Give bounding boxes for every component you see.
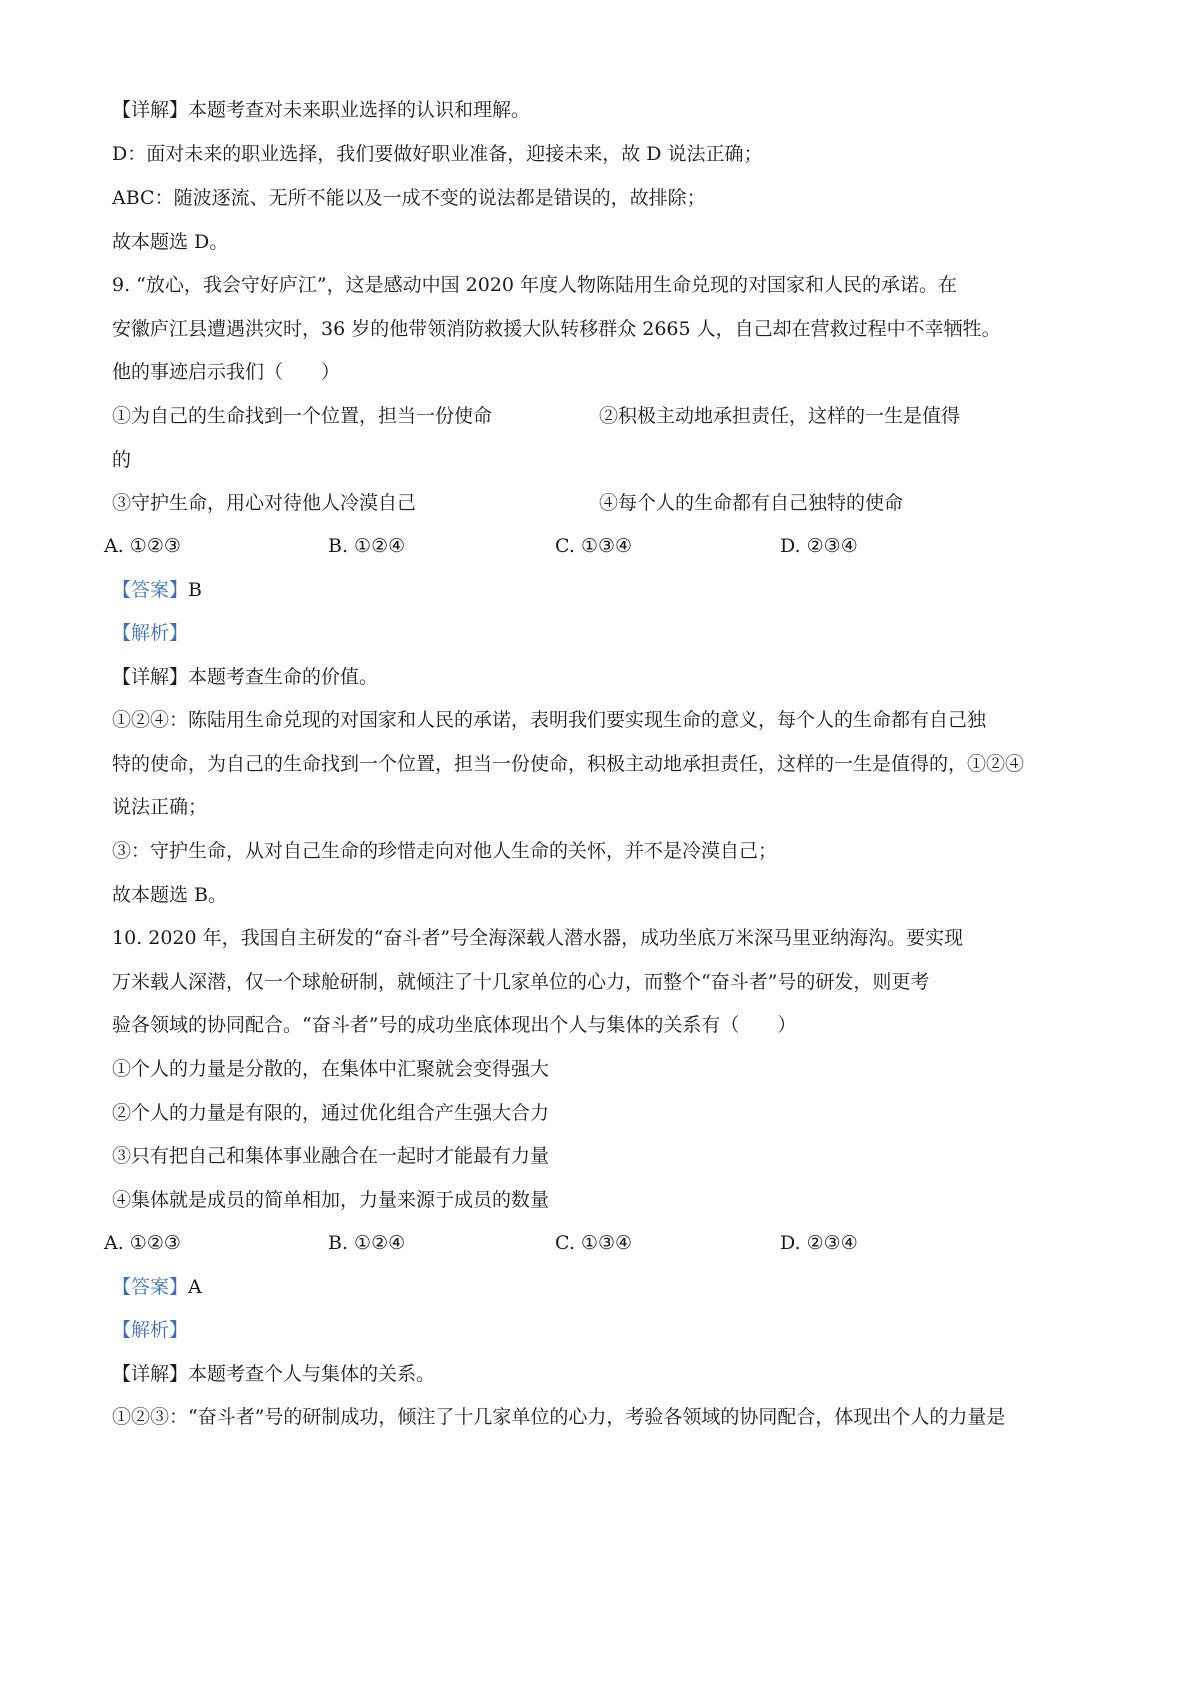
q9-explanation-line2: 特的使命，为自己的生命找到一个位置，担当一份使命，积极主动地承担责任，这样的一生是值得的，①②④	[112, 753, 1025, 775]
q8-abc-explanation: ABC：随波逐流、无所不能以及一成不变的说法都是错误的，故排除；	[112, 187, 706, 209]
q9-stem-line1: 9. “放心，我会守好庐江”，这是感动中国 2020 年度人物陈陆用生命兑现的对国家和人民的承诺。在	[112, 274, 958, 296]
q10-stem-line1: 10. 2020 年，我国自主研发的“奋斗者”号全海深载人潜水器，成功坐底万米深马里亚纳海沟。要实现	[112, 927, 964, 949]
q8-d-explanation: D：面对未来的职业选择，我们要做好职业准备，迎接未来，故 D 说法正确；	[112, 143, 763, 165]
q9-statement-2-cont: 的	[112, 449, 132, 471]
q9-statement-2: ②积极主动地承担责任，这样的一生是值得	[599, 405, 961, 427]
q9-explanation-line1: ①②④：陈陆用生命兑现的对国家和人民的承诺，表明我们要实现生命的意义，每个人的生命都有自己独	[112, 709, 987, 731]
q9-option-a: A. ①②③	[104, 535, 181, 557]
q9-stem-line3: 他的事迹启示我们（ ）	[112, 361, 341, 383]
q8-detail: 【详解】本题考查对未来职业选择的认识和理解。	[112, 99, 531, 121]
q9-option-c: C. ①③④	[555, 535, 633, 557]
q9-statement-1: ①为自己的生命找到一个位置，担当一份使命	[112, 405, 493, 427]
q10-answer-value: A	[188, 1276, 202, 1298]
q9-explanation-line4: ③：守护生命，从对自己生命的珍惜走向对他人生命的关怀，并不是冷漠自己；	[112, 840, 778, 862]
q10-option-c: C. ①③④	[555, 1232, 633, 1254]
q10-statement-1: ①个人的力量是分散的，在集体中汇聚就会变得强大	[112, 1058, 550, 1080]
q10-analysis-label: 【解析】	[112, 1319, 189, 1341]
q9-answer-value: B	[188, 579, 202, 601]
q10-statement-3: ③只有把自己和集体事业融合在一起时才能最有力量	[112, 1145, 550, 1167]
q9-conclusion: 故本题选 B。	[112, 884, 228, 906]
q9-answer-label: 【答案】	[112, 579, 189, 601]
q10-option-b: B. ①②④	[328, 1232, 406, 1254]
q10-statement-2: ②个人的力量是有限的，通过优化组合产生强大合力	[112, 1102, 550, 1124]
q10-detail: 【详解】本题考查个人与集体的关系。	[112, 1363, 436, 1385]
q8-conclusion: 故本题选 D。	[112, 231, 229, 253]
q10-answer-label: 【答案】	[112, 1276, 189, 1298]
q9-stem-line2: 安徽庐江县遭遇洪灾时，36 岁的他带领消防救援大队转移群众 2665 人，自己却在营救过程中不幸牺牲。	[112, 318, 1001, 340]
q10-statement-4: ④集体就是成员的简单相加，力量来源于成员的数量	[112, 1189, 550, 1211]
q10-option-a: A. ①②③	[104, 1232, 181, 1254]
q9-option-d: D. ②③④	[780, 535, 858, 557]
q9-analysis-label: 【解析】	[112, 622, 189, 644]
q9-statement-4: ④每个人的生命都有自己独特的使命	[599, 492, 904, 514]
q10-option-d: D. ②③④	[780, 1232, 858, 1254]
q9-detail: 【详解】本题考查生命的价值。	[112, 666, 379, 688]
q9-option-b: B. ①②④	[328, 535, 406, 557]
q10-stem-line3: 验各领域的协同配合。“奋斗者”号的成功坐底体现出个人与集体的关系有（ ）	[112, 1014, 797, 1036]
q10-answer	[112, 1274, 202, 1300]
q9-statement-3: ③守护生命，用心对待他人冷漠自己	[112, 492, 417, 514]
q9-answer	[112, 577, 202, 603]
q9-explanation-line3: 说法正确；	[112, 796, 208, 818]
q10-stem-line2: 万米载人深潜，仅一个球舱研制，就倾注了十几家单位的心力，而整个“奋斗者”号的研发，则更考	[112, 971, 930, 993]
q10-explanation-line1: ①②③：“奋斗者”号的研制成功，倾注了十几家单位的心力，考验各领域的协同配合，体现出个人的力量是	[112, 1406, 1006, 1428]
